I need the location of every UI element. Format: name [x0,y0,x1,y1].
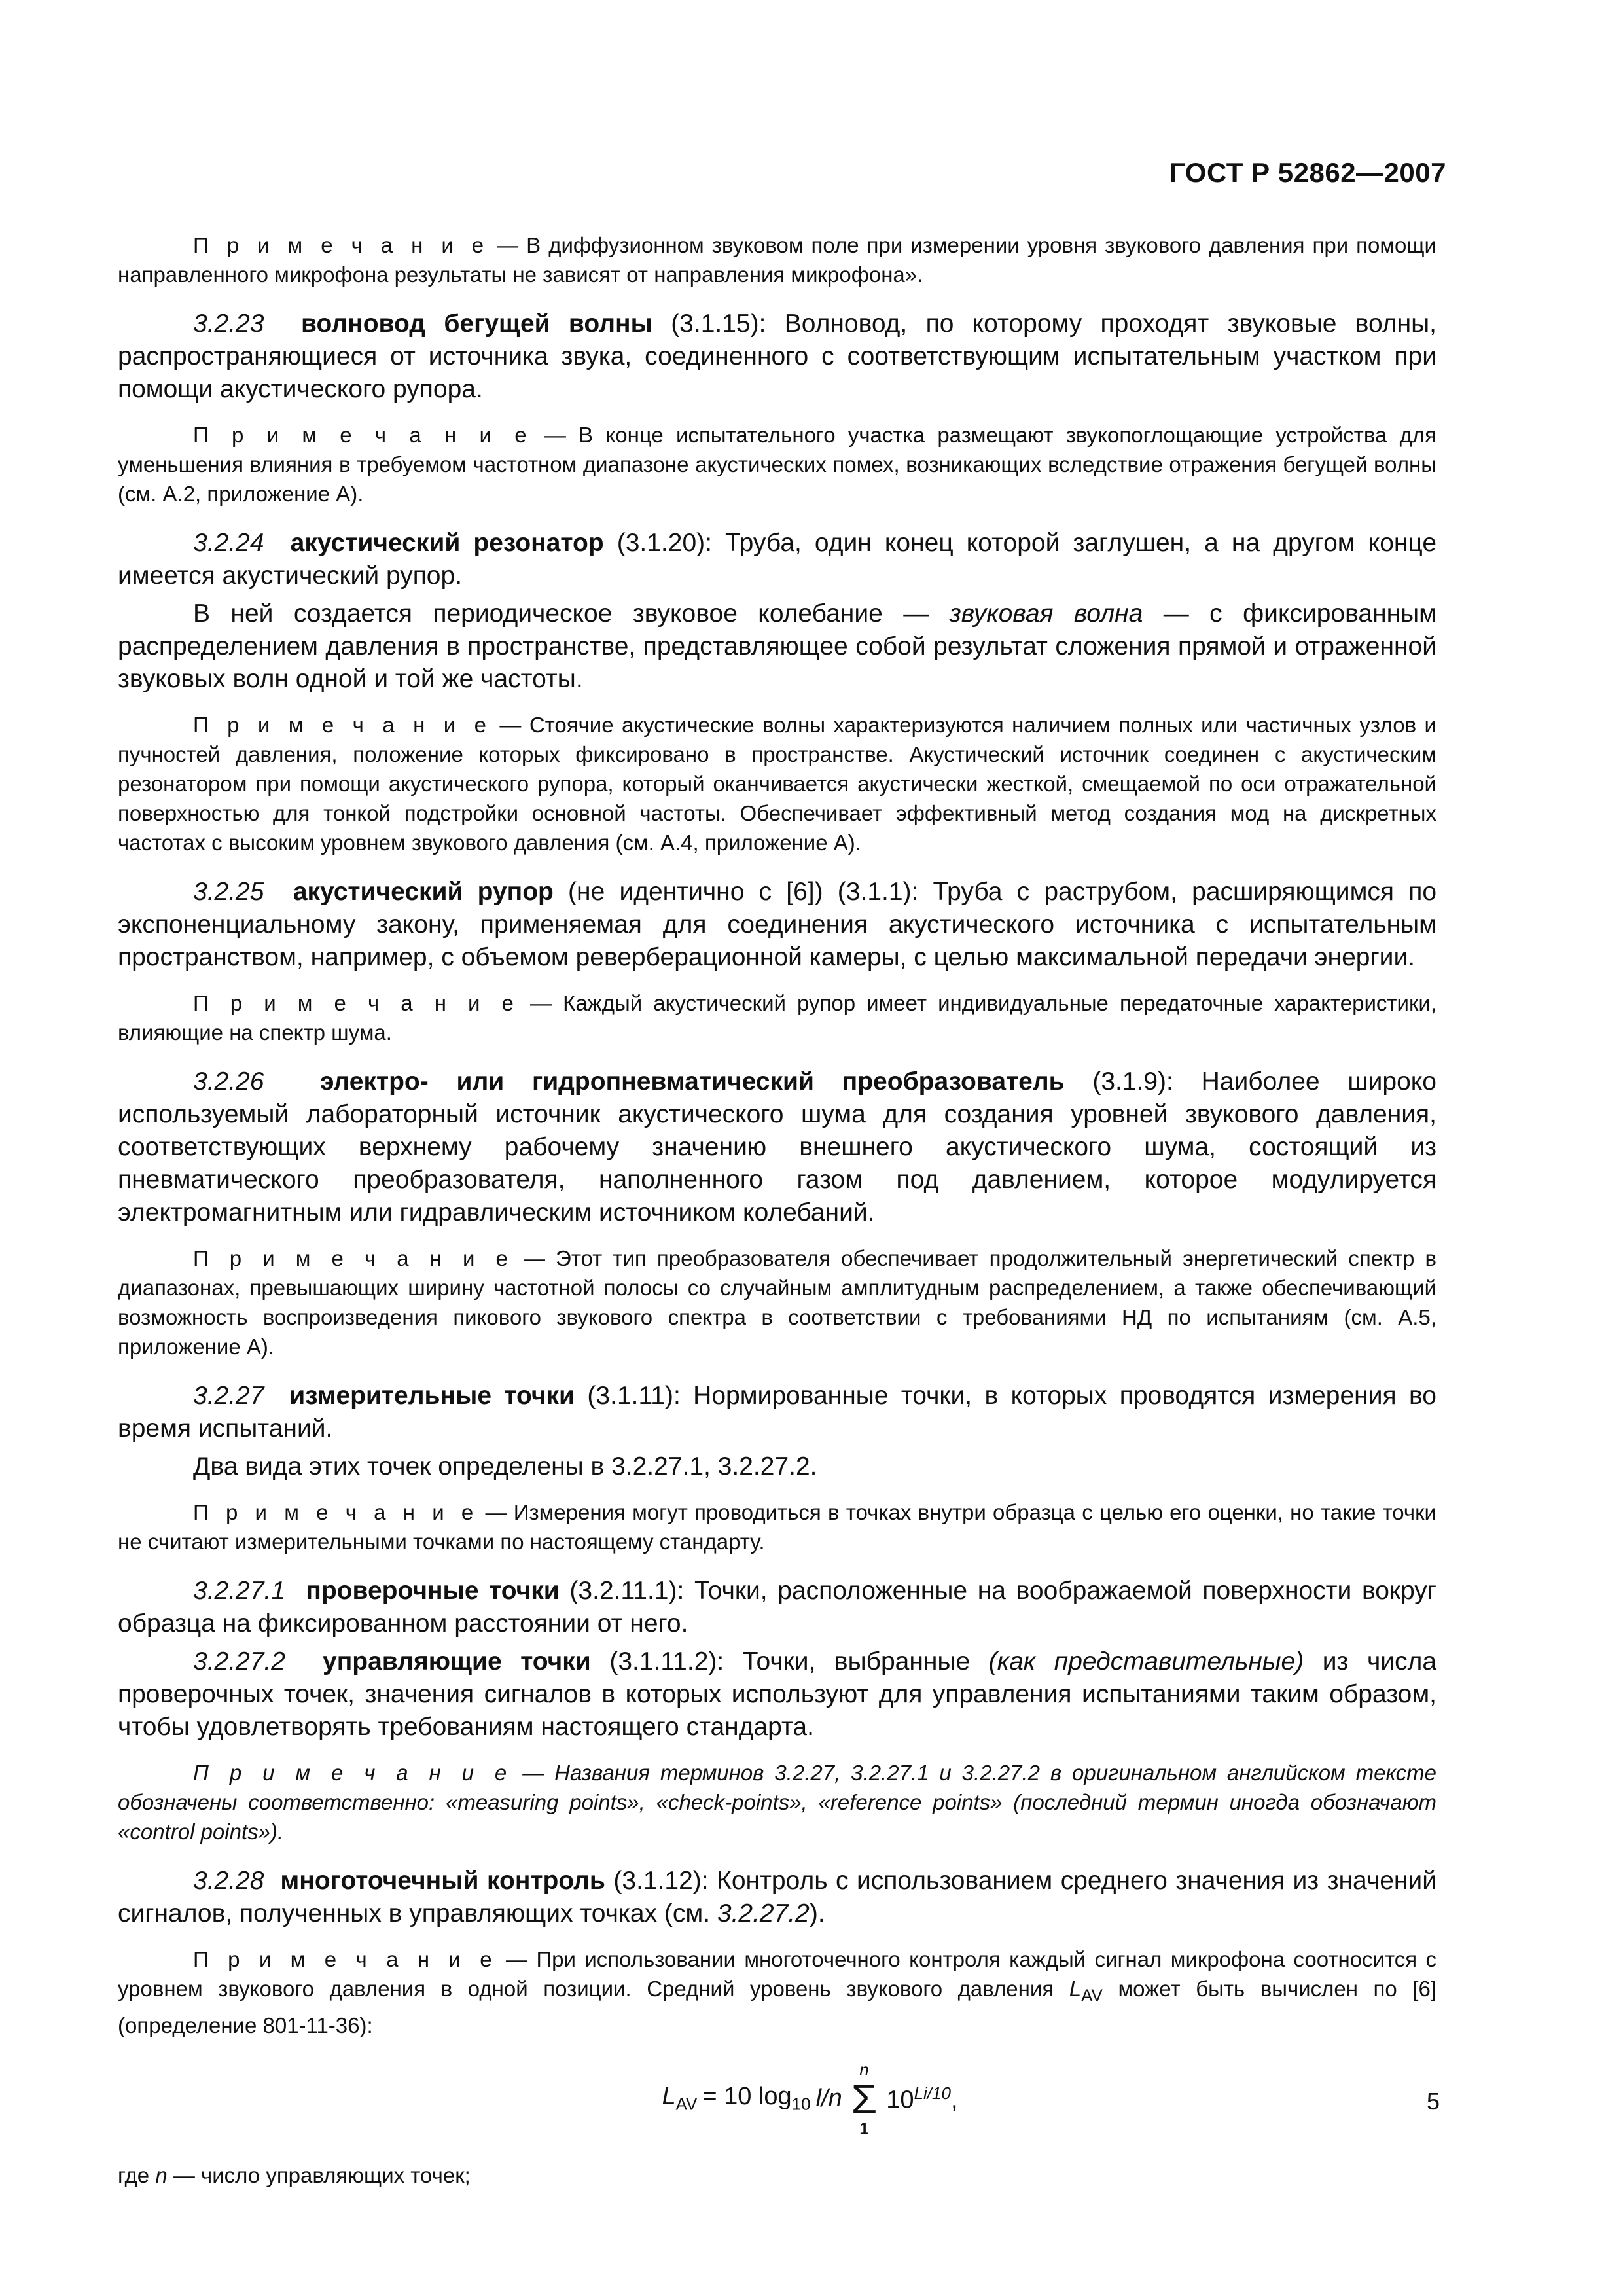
note-3-2-23: П р и м е ч а н и е — В конце испытательного участка размещают звукопоглощающие устройства для уменьшения влияния в требуемом частотном диапазоне акустических помех, возникающих вследствие отражения бегущей волны (см. А.2, приложение А). [118,423,1436,506]
note-3-2-24: П р и м е ч а н и е — Стоячие акустические волны характеризуются наличием полных или частичных узлов и пучностей давления, положение которых фиксировано в пространстве. Акустический источник соединен с акустическим резонатором при помощи акустического рупора, который оканчивается акустически жесткой, смещаемой по оси отражательной поверхностью для тонкой подстройки основной частоты. Обеспечивает эффективный метод создания мод на дискретных частотах с высоким уровнем звукового давления (см. А.4, приложение А). [118,713,1436,855]
definition-text: (3.1.9): Наиболее широко используемый лабораторный источник акустического шума для создания уровней звукового давления, соответствующих верхнему рабочему значению внешнего акустического шума, состоящий из пневматического преобразователя, наполненного газом под давлением, которое модулируется электромагнитным или гидравлическим источником колебаний. [118,1067,1436,1227]
page-number: 5 [1426,2088,1440,2115]
term: акустический рупор [293,878,554,906]
term: многоточечный контроль [280,1867,605,1895]
summation-symbol: n Σ 1 [851,2059,878,2138]
clause-number: 3.2.27.2 [193,1647,285,1676]
note-text: Измерения могут проводиться в точках внутри образца с целью его оценки, но такие точки не считают измерительными точками по настоящему стандарту. [118,1500,1436,1554]
clause-number: 3.2.25 [193,878,264,906]
formula-lhs: $L_{AV}$ [662,2083,698,2114]
definition-text: (3.1.20): Труба, один конец которой заглушен, а на другом конце имеется акустический рупор. [118,529,1437,590]
definition-3-2-27-2: 3.2.27.2 управляющие точки (3.1.11.2): Точки, выбранные (как представительные) из числа проверочных точек, значения сигналов в которых используют для управления испытаниями таким образом, чтобы удовлетворять требованиям настоящего стандарта. [118,1647,1437,1741]
clause-number: 3.2.27.1 [193,1577,285,1605]
italic-reference: 3.2.27.2 [717,1899,810,1928]
document-header: ГОСТ Р 52862—2007 [1169,157,1446,188]
definition-text: (3.2.11.1): Точки, расположенные на воображаемой поверхности вокруг образца на фиксированном расстоянии от него. [118,1577,1437,1638]
page-content [118,230,1436,2190]
definition-3-2-23 [118,308,1436,406]
italic-term: звуковая волна [949,600,1143,628]
italic-phrase: (как представительные) [988,1647,1304,1676]
note-3-2-25: П р и м е ч а н и е — Каждый акустический рупор имеет индивидуальные передаточные характеристики, влияющие на спектр шума. [118,991,1437,1045]
note-text: В конце испытательного участка размещают звукопоглощающие устройства для уменьшения влияния в требуемом частотном диапазоне акустических помех, возникающих вследствие отражения бегущей волны (см. А.2, приложение А). [118,423,1436,506]
definition-3-2-27-paragraph-2: Два вида этих точек определены в 3.2.27.1, 3.2.27.2. [193,1452,817,1480]
definition-text: (3.1.15): Волновод, по которому проходят звуковые волны, распространяющиеся от источника звука, соединенного с соответствующим испытательным участком при помощи акустического рупора. [118,310,1437,403]
clause-number: 3.2.23 [193,310,264,338]
formula-power: $10^{Li/10}$, [886,2083,958,2114]
note-3-2-27: П р и м е ч а н и е — Измерения могут проводиться в точках внутри образца с целью его оценки, но такие точки не считают измерительными точками по настоящему стандарту. [118,1500,1436,1554]
term: проверочные точки [306,1577,560,1605]
term: управляющие точки [323,1647,591,1676]
formula-log: = 10 $\log_{10}$ [702,2083,811,2114]
term: волновод бегущей волны [301,310,652,338]
definition-3-2-24 [118,527,1436,592]
term: измерительные точки [289,1382,575,1410]
note-3-2-28: П р и м е ч а н и е — При использовании многоточечного контроля каждый сигнал микрофона соотносится с уровнем звукового давления в одной позиции. Средний уровень звукового давления $L_{AV}$ может быть вычислен по [6] (определение 801-11-36): [118,1947,1436,2037]
clause-number: 3.2.28 [193,1867,264,1895]
note-text: Стоячие акустические волны характеризуются наличием полных или частичных узлов и пучностей давления, положение которых фиксировано в пространстве. Акустический источник соединен с акустическим резонатором при помощи акустического рупора, который оканчивается акустически жесткой, смещаемой по оси отражательной поверхностью для тонкой подстройки основной частоты. Обеспечивает эффективный метод создания мод на дискретных частотах с высоким уровнем звукового давления (см. А.4, приложение А). [118,713,1436,855]
definition-3-2-27-1 [118,1575,1436,1640]
symbol-l: L [1069,1977,1082,2001]
clause-number: 3.2.27 [193,1382,264,1410]
term: акустический резонатор [290,529,604,557]
definition-3-2-28: 3.2.28 многоточечный контроль (3.1.12): Контроль с использованием среднего значения из значений сигналов, полученных в управляющих точках (см. 3.2.27.2). [118,1867,1436,1928]
definition-3-2-27 [118,1380,1436,1445]
formula-fraction: l/n [815,2085,842,2113]
clause-number: 3.2.24 [193,529,264,557]
clause-number: 3.2.26 [193,1067,264,1096]
formula-legend: где n — число управляющих точек; [118,2162,471,2187]
note-label: П р и м е ч а н и е [193,233,490,257]
symbol-subscript: AV [1081,1985,1103,2005]
definition-3-2-26 [118,1066,1436,1229]
note-text: Каждый акустический рупор имеет индивидуальные передаточные характеристики, влияющие на спектр шума. [118,991,1437,1045]
term: электро- или гидропневматический преобразователь [319,1067,1065,1096]
formula [183,2060,1436,2138]
note-3-2-27-2: П р и м е ч а н и е — Названия терминов 3.2.27, 3.2.27.1 и 3.2.27.2 в оригинальном английском тексте обозначены соответственно: «measuring points», «check-points», «reference points» (последний термин иногда обозначают «control points»). [118,1761,1436,1844]
note-text: Названия терминов 3.2.27, 3.2.27.1 и 3.2.27.2 в оригинальном английском тексте обозначены соответственно: «measuring points», «check-points», «reference points» (последний термин иногда обозначают «control points»). [118,1761,1436,1844]
note-text: В диффузионном звуковом поле при измерении уровня звукового давления при помощи направленного микрофона результаты не зависят от направления микрофона». [118,233,1436,287]
note-text: Этот тип преобразователя обеспечивает продолжительный энергетический спектр в диапазонах, превышающих ширину частотной полосы со случайным амплитудным распределением, а также обеспечивающий возможность воспроизведения пикового звукового спектра в соответствии с требованиями НД по испытаниям (см. А.5, приложение А). [118,1246,1436,1359]
definition-text: (3.1.11): Нормированные точки, в которых проводятся измерения во время испытаний. [118,1382,1436,1443]
definition-3-2-24-paragraph-2: В ней создается периодическое звуковое колебание — звуковая волна — с фиксированным распределением давления в пространстве, представляющее собой результат сложения прямой и отраженной звуковых волн одной и той же частоты. [118,600,1436,693]
note-intro: П р и м е ч а н и е — В диффузионном звуковом поле при измерении уровня звукового давления при помощи направленного микрофона результаты не зависят от направления микрофона». [118,233,1436,287]
definition-text: (не идентично с [6]) (3.1.1): Труба с раструбом, расширяющимся по экспоненциальному закону, применяемая для соединения акустического источника с испытательным пространством, например, с объемом реверберационной камеры, с целью максимальной передачи энергии. [118,878,1437,971]
definition-3-2-25 [118,876,1436,974]
note-3-2-26: П р и м е ч а н и е — Этот тип преобразователя обеспечивает продолжительный энергетический спектр в диапазонах, превышающих ширину частотной полосы со случайным амплитудным распределением, а также обеспечивающий возможность воспроизведения пикового звукового спектра в соответствии с требованиями НД по испытаниям (см. А.5, приложение А). [118,1246,1436,1359]
variable-n: n [155,2162,168,2187]
